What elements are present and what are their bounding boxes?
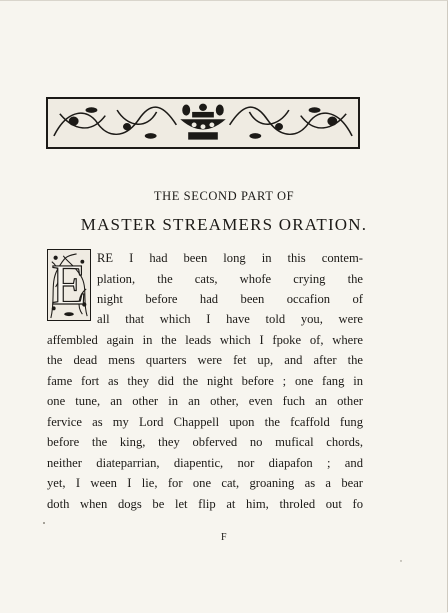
drop-cap-letter: E: [51, 252, 87, 317]
text-line: RE I had been long in this contem-: [97, 251, 363, 265]
text-line: the dead mens quarters were fet up, and after the: [47, 353, 363, 367]
text-line: affembled again in the leads which I fpoke of, where: [47, 333, 363, 347]
text-line: fervice as my Lord Chappell upon the fcaffold fung: [47, 415, 363, 429]
drop-cap: [47, 249, 91, 321]
ornamental-headpiece: [46, 97, 360, 149]
text-line: night before had been occafion of: [97, 292, 363, 306]
text-line: plation, the cats, whofe crying the: [97, 272, 363, 286]
signature-mark: F: [220, 532, 228, 543]
text-line: fame fort as they did the night before ; one fang in: [47, 374, 363, 388]
text-line: all that which I have told you, were: [97, 312, 363, 326]
text-line: yet, I ween I lie, for one cat, groaning as a bear: [47, 476, 363, 490]
vine-ornament-icon: [48, 99, 358, 147]
text-line: neither diateparrian, diapentic, nor diapafon ; and: [47, 456, 363, 470]
text-line: doth when dogs be let flip at him, throled out fo: [47, 497, 363, 511]
section-title: MASTER STREAMERS ORATION.: [80, 215, 368, 234]
text-line: one tune, an other in an other, even fuch an other: [47, 394, 363, 408]
section-subtitle: THE SECOND PART OF: [153, 189, 295, 203]
text-line: before the king, they obferved no mufical chords,: [47, 435, 363, 449]
